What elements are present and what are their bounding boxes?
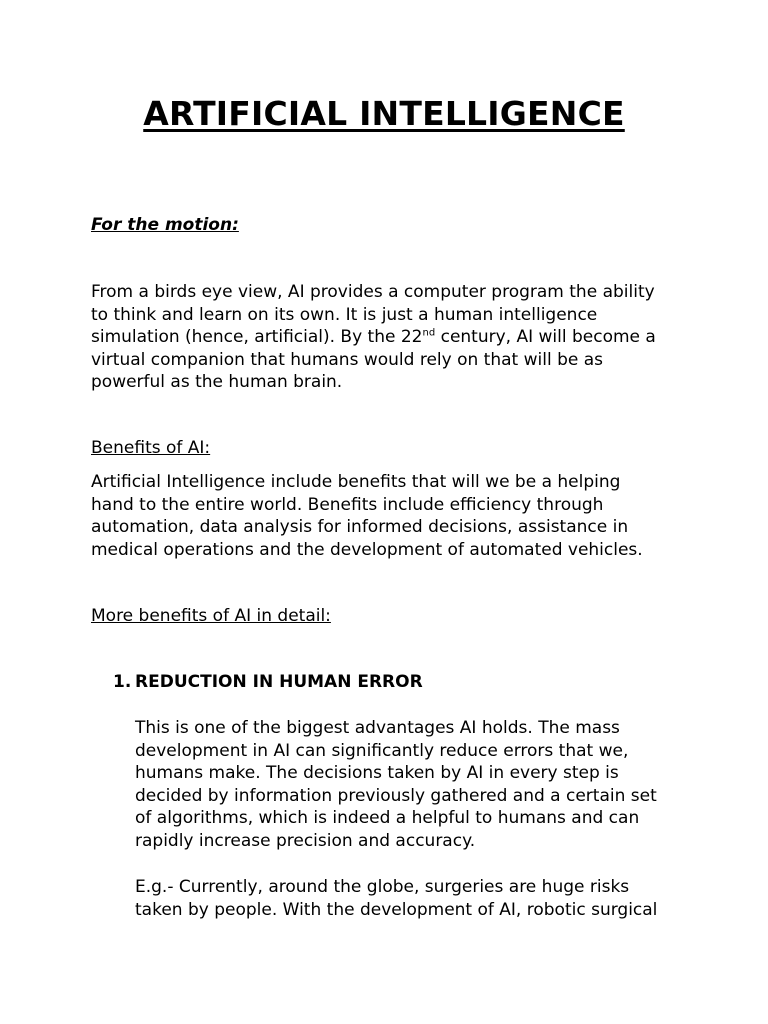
list-item-line: humans make. The decisions taken by AI in every step is	[135, 763, 619, 784]
list-item-body	[135, 717, 695, 853]
example-line: E.g.- Currently, around the globe, surgeries are huge risks	[135, 877, 630, 897]
ordinal-suffix: nd	[422, 327, 436, 339]
list-number: 1.	[113, 672, 132, 692]
list-item-title: REDUCTION IN HUMAN ERROR	[135, 672, 423, 692]
list-item-line: of algorithms, which is indeed a helpful to humans and can	[135, 808, 640, 829]
list-item-heading	[113, 671, 713, 694]
benefits-line: Artificial Intelligence include benefits that will we be a helping	[91, 472, 621, 492]
intro-line-4: virtual companion that humans would rely on that will be as	[91, 349, 604, 370]
intro-paragraph	[91, 281, 691, 394]
intro-line-3-after: century, AI will become a	[435, 327, 656, 348]
list-item-line: decided by information previously gathered and a certain set	[135, 785, 657, 806]
intro-line-3	[91, 326, 691, 349]
intro-line-5: powerful as the human brain.	[91, 372, 343, 393]
benefits-line: medical operations and the development of automated vehicles.	[91, 539, 643, 560]
benefits-paragraph	[91, 471, 691, 561]
more-benefits-heading: More benefits of AI in detail:	[91, 606, 331, 626]
list-item-line: development in AI can significantly reduce errors that we,	[135, 740, 629, 761]
intro-line-2: to think and learn on its own. It is just a human intelligence	[91, 304, 598, 325]
benefits-line: hand to the entire world. Benefits include efficiency through	[91, 494, 604, 515]
example-line: taken by people. With the development of AI, robotic surgical	[135, 899, 658, 920]
list-item-line: rapidly increase precision and accuracy.	[135, 830, 476, 851]
benefits-heading: Benefits of AI:	[91, 438, 211, 458]
benefits-line: automation, data analysis for informed decisions, assistance in	[91, 517, 629, 538]
document-title: ARTIFICIAL INTELLIGENCE	[143, 94, 625, 133]
example-paragraph	[135, 876, 695, 921]
intro-line-1: From a birds eye view, AI provides a computer program the ability	[91, 282, 655, 302]
list-item-line: This is one of the biggest advantages AI holds. The mass	[135, 718, 620, 738]
intro-line-3-before: simulation (hence, artificial). By the 22	[91, 327, 423, 348]
motion-heading: For the motion:	[91, 215, 239, 235]
